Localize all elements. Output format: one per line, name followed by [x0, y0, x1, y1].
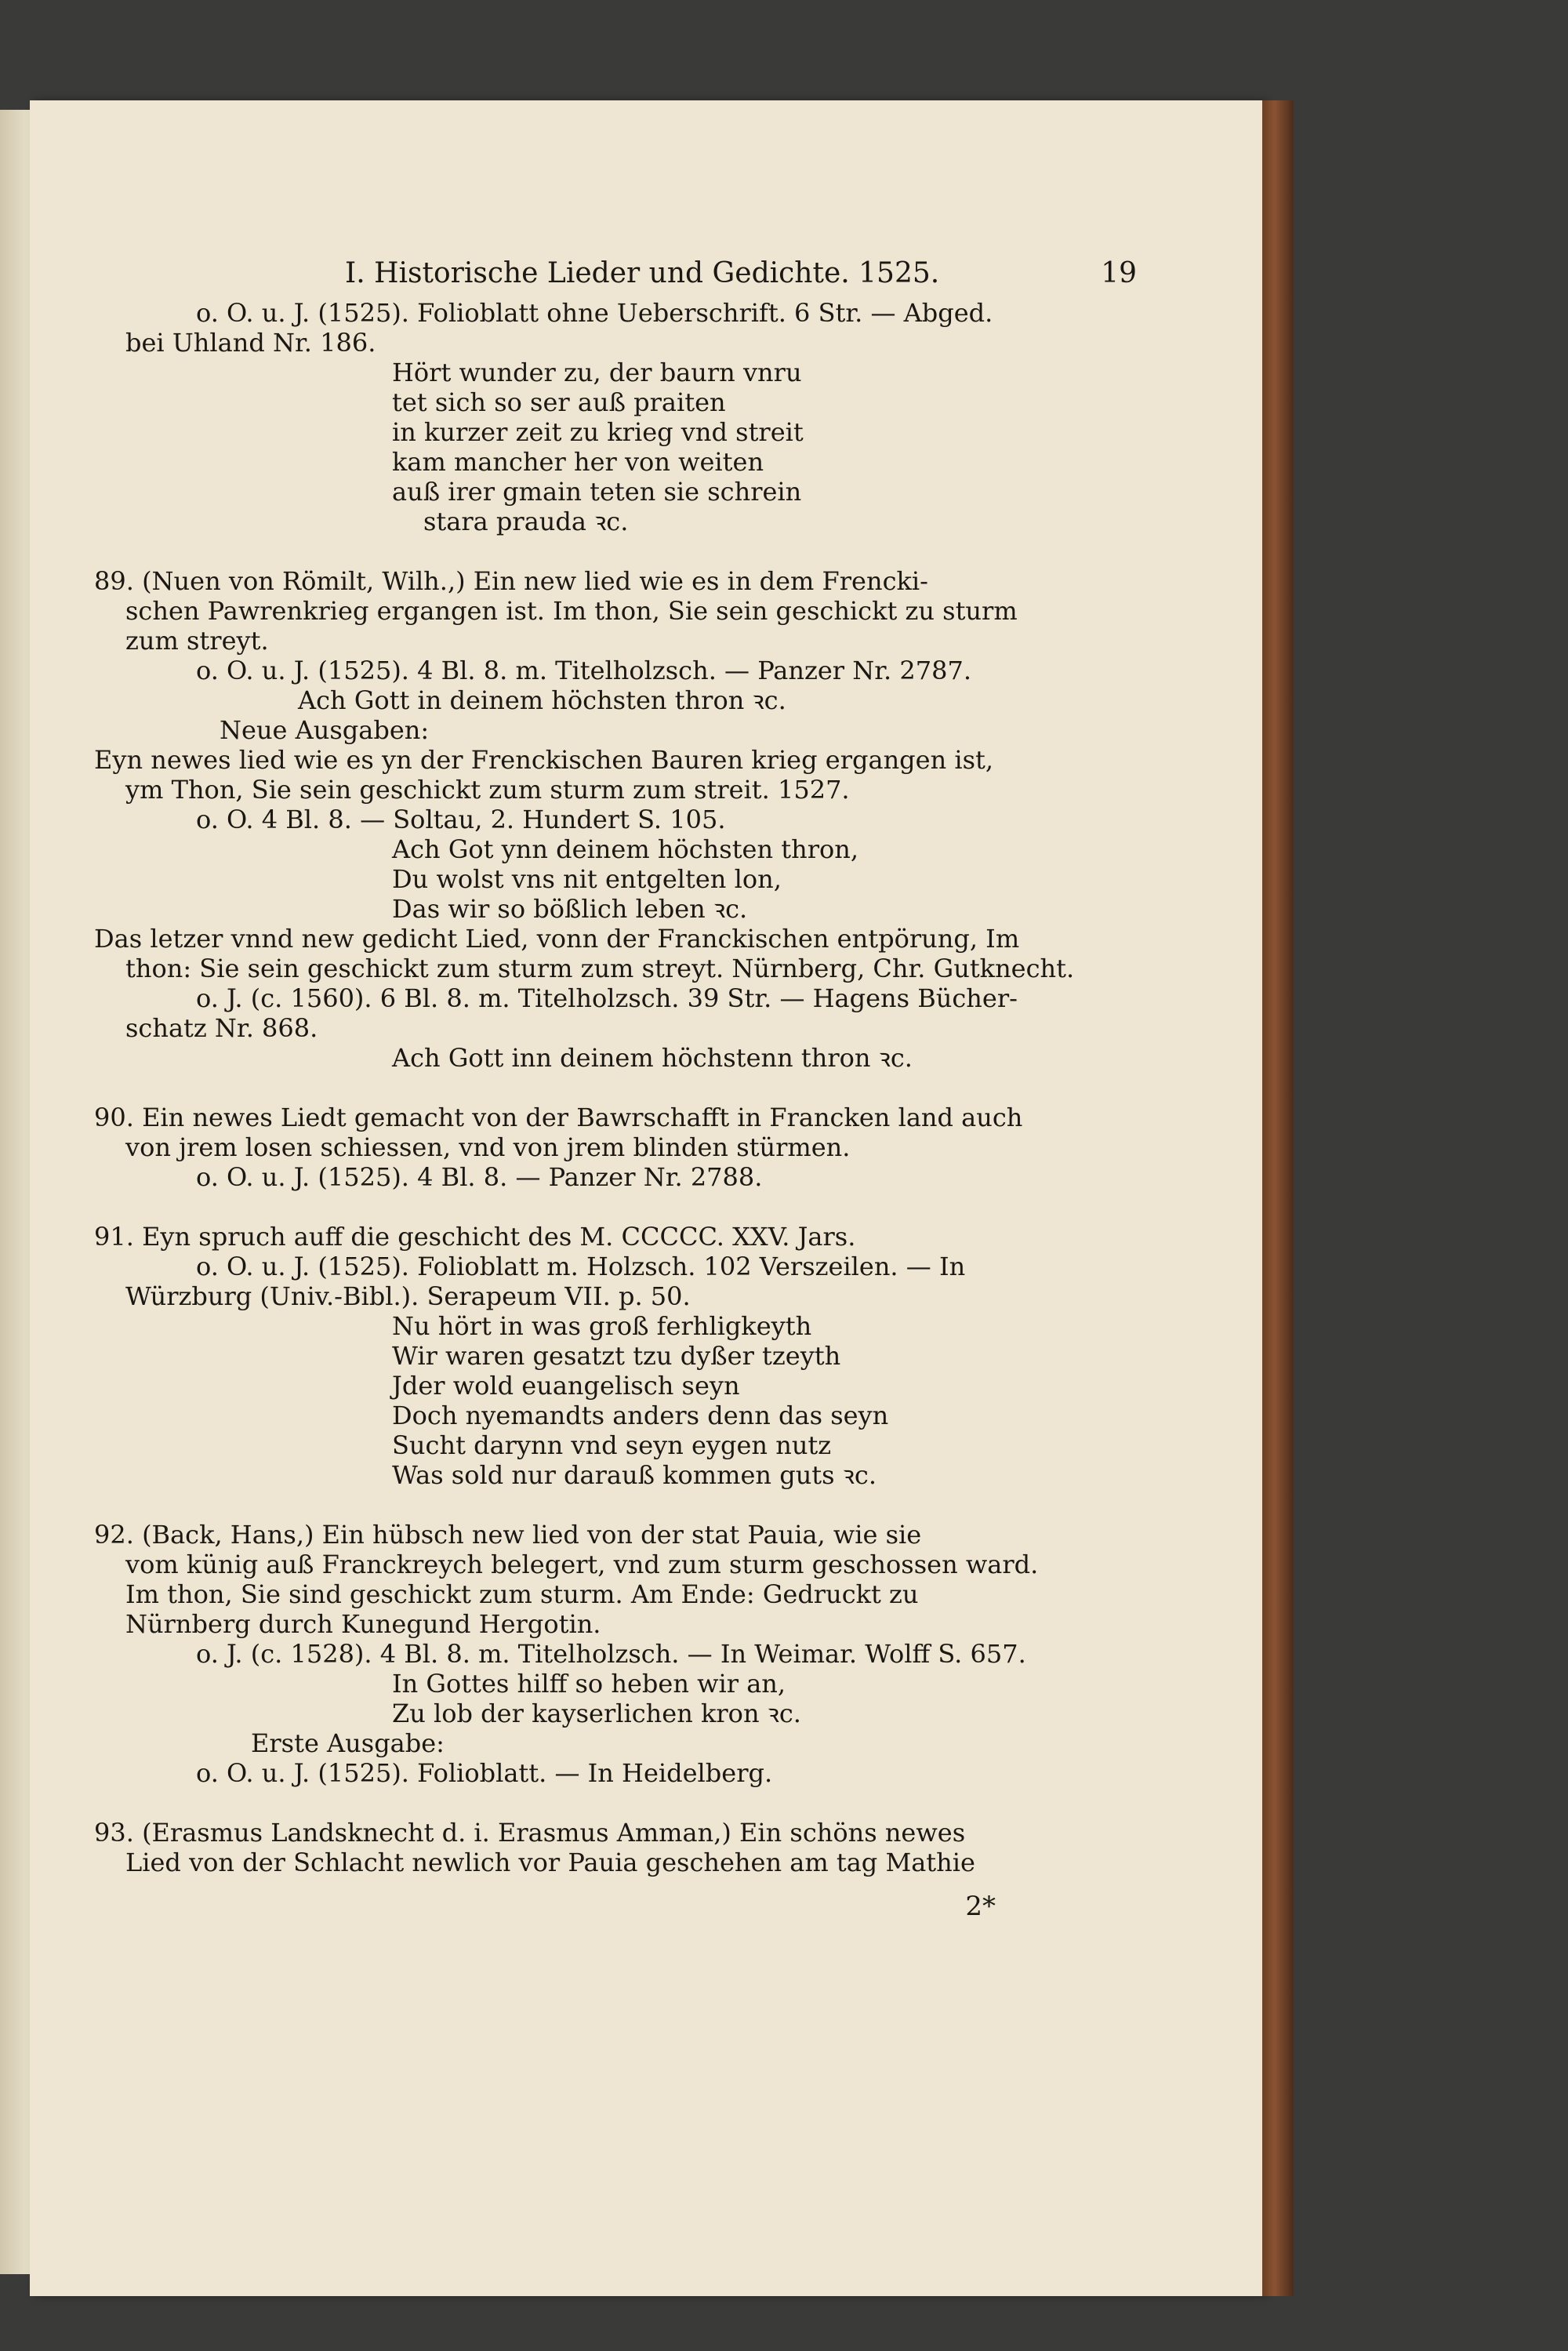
text-line: Würzburg (Univ.-Bibl.). Serapeum VII. p. 50.: [125, 1281, 691, 1311]
text-line: Das wir so bößlich leben ꝛc.: [392, 894, 748, 924]
paragraph-gap: [94, 1490, 1137, 1520]
text-line: in kurzer zeit zu krieg vnd streit: [392, 417, 804, 447]
text-line: Du wolst vns nit entgelten lon,: [392, 864, 782, 894]
text-line: 90. Ein newes Liedt gemacht von der Bawrschafft in Francken land auch: [94, 1103, 1023, 1132]
text-line: o. O. 4 Bl. 8. — Soltau, 2. Hundert S. 105.: [196, 805, 726, 834]
text-line: Ach Gott inn deinem höchstenn thron ꝛc.: [392, 1043, 913, 1073]
paragraph-gap: [94, 536, 1137, 566]
paragraph-gap: [94, 1073, 1137, 1103]
text-line: Doch nyemandts anders denn das seyn: [392, 1401, 889, 1430]
text-line: Was sold nur darauß kommen guts ꝛc.: [392, 1460, 877, 1490]
text-line: o. O. u. J. (1525). Folioblatt. — In Heidelberg.: [196, 1758, 773, 1788]
text-line: 89. (Nuen von Römilt, Wilh.,) Ein new lied wie es in dem Frencki-: [94, 566, 928, 596]
text-line: o. J. (c. 1528). 4 Bl. 8. m. Titelholzsch. — In Weimar. Wolff S. 657.: [196, 1639, 1026, 1669]
page-edge-binding: [1262, 100, 1294, 2296]
page-content: [94, 157, 1137, 1922]
paragraph-gap: [94, 1192, 1137, 1222]
text-line: schen Pawrenkrieg ergangen ist. Im thon, Sie sein geschickt zu sturm: [125, 596, 1018, 626]
text-line: 93. (Erasmus Landsknecht d. i. Erasmus Amman,) Ein schöns newes: [94, 1818, 966, 1848]
text-line: Jder wold euangelisch seyn: [392, 1371, 740, 1401]
text-line: thon: Sie sein geschickt zum sturm zum streyt. Nürnberg, Chr. Gutknecht.: [125, 954, 1075, 983]
text-line: auß irer gmain teten sie schrein: [392, 477, 802, 507]
text-line: 92. (Back, Hans,) Ein hübsch new lied von der stat Pauia, wie sie: [94, 1520, 922, 1550]
text-line: schatz Nr. 868.: [125, 1013, 318, 1043]
text-line: Wir waren gesatzt tzu dyßer tzeyth: [392, 1341, 841, 1371]
text-line: In Gottes hilff so heben wir an,: [392, 1669, 786, 1699]
text-line: ym Thon, Sie sein geschickt zum sturm zum streit. 1527.: [125, 775, 850, 805]
text-line: stara prauda ꝛc.: [423, 507, 629, 536]
text-line: Sucht darynn vnd seyn eygen nutz: [392, 1430, 832, 1460]
text-line: Eyn newes lied wie es yn der Frenckischen Bauren krieg ergangen ist,: [94, 745, 994, 775]
text-line: Erste Ausgabe:: [251, 1728, 445, 1758]
text-body: [94, 298, 1137, 1877]
text-line: o. O. u. J. (1525). Folioblatt ohne Ueberschrift. 6 Str. — Abged.: [196, 298, 993, 328]
paragraph-gap: [94, 1788, 1137, 1818]
text-line: Im thon, Sie sind geschickt zum sturm. Am Ende: Gedruckt zu: [125, 1579, 919, 1609]
signature-mark: 2*: [965, 1891, 996, 1922]
running-header: [94, 157, 1137, 289]
text-line: Nu hört in was groß ferhligkeyth: [392, 1311, 812, 1341]
text-line: Ach Got ynn deinem höchsten thron,: [392, 834, 859, 864]
text-line: tet sich so ser auß praiten: [392, 387, 726, 417]
text-line: o. O. u. J. (1525). 4 Bl. 8. — Panzer Nr. 2788.: [196, 1162, 763, 1192]
text-line: o. O. u. J. (1525). Folioblatt m. Holzsch. 102 Verszeilen. — In: [196, 1252, 966, 1281]
running-title: I. Historische Lieder und Gedichte. 1525.: [345, 257, 940, 289]
text-line: bei Uhland Nr. 186.: [125, 328, 376, 358]
page-number: 19: [1101, 257, 1137, 289]
text-line: Neue Ausgaben:: [220, 715, 430, 745]
text-line: Lied von der Schlacht newlich vor Pauia geschehen am tag Mathie: [125, 1848, 975, 1877]
text-line: o. O. u. J. (1525). 4 Bl. 8. m. Titelholzsch. — Panzer Nr. 2787.: [196, 656, 971, 685]
text-line: zum streyt.: [125, 626, 269, 656]
text-line: kam mancher her von weiten: [392, 447, 764, 477]
text-line: Nürnberg durch Kunegund Hergotin.: [125, 1609, 601, 1639]
text-line: Das letzer vnnd new gedicht Lied, vonn der Franckischen entpörung, Im: [94, 924, 1020, 954]
left-page-edge: [0, 110, 31, 2274]
text-line: vom künig auß Franckreych belegert, vnd zum sturm geschossen ward.: [125, 1550, 1039, 1579]
text-line: 91. Eyn spruch auff die geschicht des M. CCCCC. XXV. Jars.: [94, 1222, 856, 1252]
text-line: Ach Gott in deinem höchsten thron ꝛc.: [298, 685, 786, 715]
text-line: o. J. (c. 1560). 6 Bl. 8. m. Titelholzsch. 39 Str. — Hagens Bücher-: [196, 983, 1018, 1013]
text-line: Hört wunder zu, der baurn vnru: [392, 358, 802, 387]
text-line: Zu lob der kayserlichen kron ꝛc.: [392, 1699, 801, 1728]
text-line: von jrem losen schiessen, vnd von jrem blinden stürmen.: [125, 1132, 851, 1162]
